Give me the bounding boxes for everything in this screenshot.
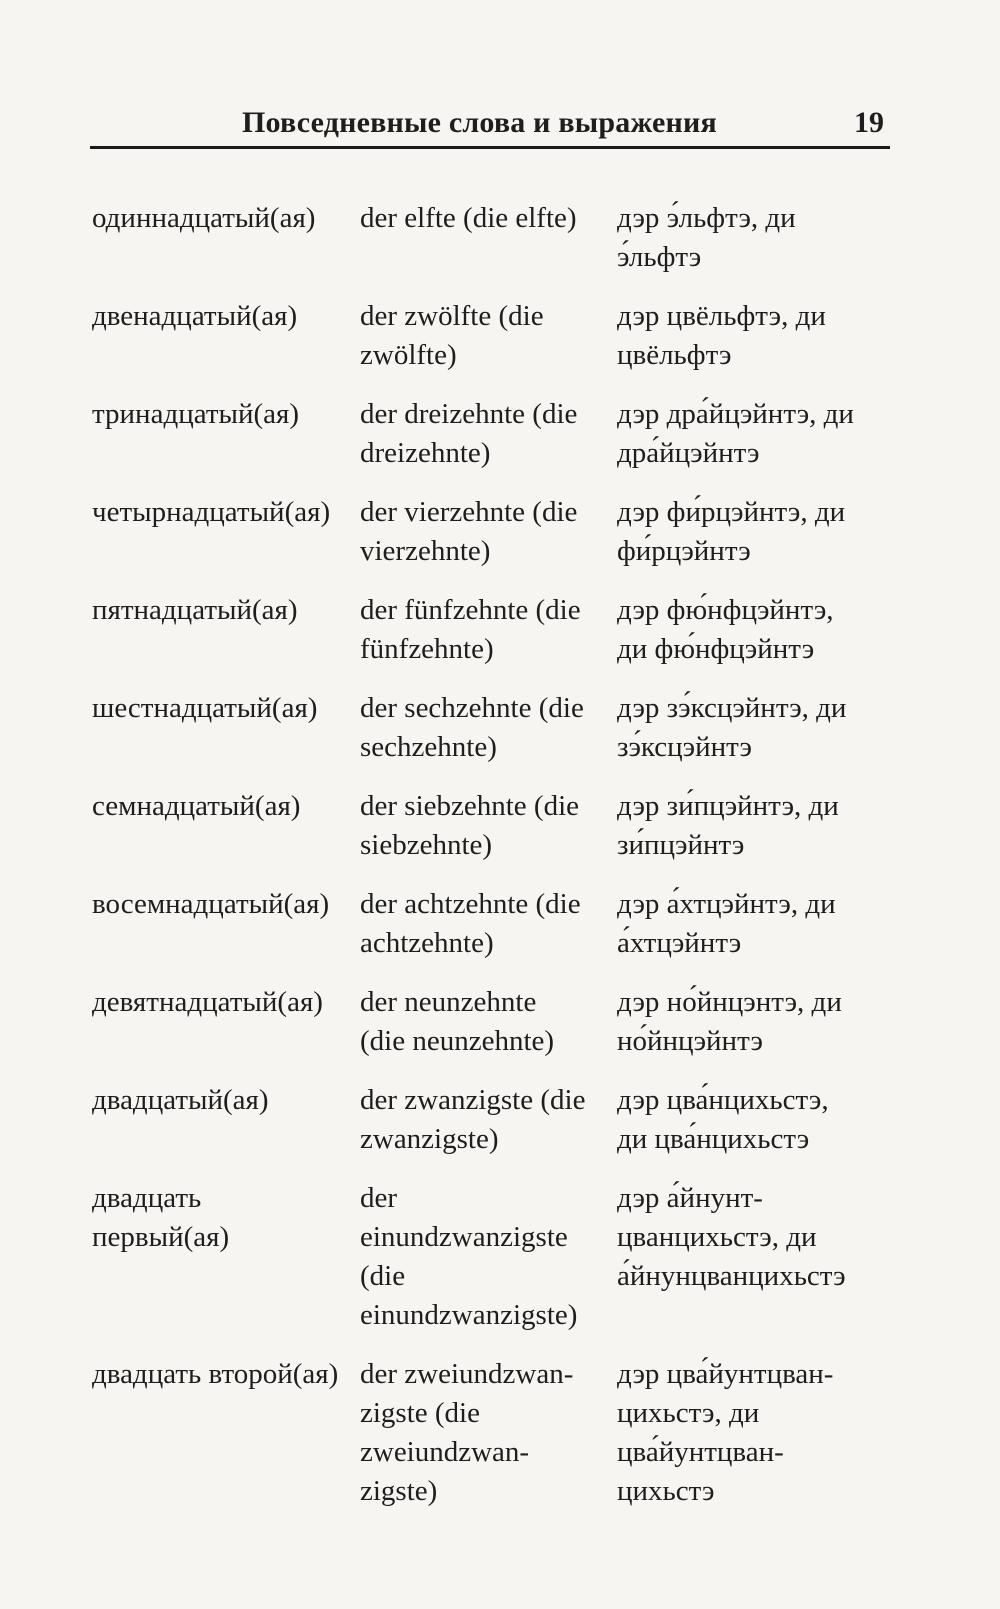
german-term-line: der zweiundzwan-	[360, 1358, 574, 1390]
german-term-line: zigste (die	[360, 1397, 480, 1429]
pronunciation-line: дэр фи́рцэйнтэ, ди	[617, 496, 846, 528]
vocabulary-row	[92, 591, 892, 669]
pronunciation-line: э́льфтэ	[617, 241, 702, 273]
german-term	[360, 787, 617, 865]
vocabulary-row	[92, 395, 892, 473]
pronunciation-line: зи́пцэйнтэ	[617, 829, 745, 861]
german-term-line: zweiundzwan-	[360, 1436, 530, 1468]
russian-term-line: двенадцатый(ая)	[92, 300, 298, 332]
vocabulary-row	[92, 1179, 892, 1335]
vocabulary-row	[92, 689, 892, 767]
pronunciation-line: дэр фю́нфцэйнтэ,	[617, 594, 834, 626]
russian-term	[92, 787, 360, 865]
german-term-line: zigste)	[360, 1475, 438, 1507]
pronunciation-line: дра́йцэйнтэ	[617, 437, 760, 469]
pronunciation-line: дэр цва́йунтцван-	[617, 1358, 834, 1390]
pronunciation-line: цванцихьстэ, ди	[617, 1221, 817, 1253]
pronunciation-line: дэр но́йнцэнтэ, ди	[617, 986, 842, 1018]
german-term-line: der zwanzigste (die	[360, 1084, 586, 1116]
german-term	[360, 1179, 617, 1335]
russian-term-line: четырнадцатый(ая)	[92, 496, 331, 528]
russian-term	[92, 885, 360, 963]
german-term-line: dreizehnte)	[360, 437, 491, 469]
russian-term	[92, 1081, 360, 1159]
russian-term-line: одиннадцатый(ая)	[92, 202, 316, 234]
running-header	[90, 102, 890, 149]
page-number: 19	[854, 106, 884, 139]
russian-term-line: шестнадцатый(ая)	[92, 692, 318, 724]
pronunciation	[617, 1355, 889, 1511]
german-term-line: (die neunzehnte)	[360, 1025, 555, 1057]
german-term	[360, 1081, 617, 1159]
german-term-line: der siebzehnte (die	[360, 790, 580, 822]
pronunciation-line: дэр а́йнунт-	[617, 1182, 763, 1214]
vocabulary-row	[92, 1355, 892, 1511]
vocabulary-row	[92, 493, 892, 571]
german-term	[360, 591, 617, 669]
german-term-line: der fünfzehnte (die	[360, 594, 581, 626]
pronunciation	[617, 885, 889, 963]
pronunciation-line: ди цва́нцихьстэ	[617, 1123, 810, 1155]
vocabulary-row	[92, 199, 892, 277]
russian-term	[92, 199, 360, 277]
german-term-line: vierzehnte)	[360, 535, 491, 567]
russian-term	[92, 689, 360, 767]
russian-term-line: двадцать	[92, 1182, 202, 1214]
pronunciation	[617, 493, 889, 571]
german-term-line: der dreizehnte (die	[360, 398, 578, 430]
russian-term-line: двадцать второй(ая)	[92, 1358, 339, 1390]
pronunciation-line: а́хтцэйнтэ	[617, 927, 742, 959]
german-term	[360, 395, 617, 473]
russian-term	[92, 983, 360, 1061]
pronunciation-line: дэр зи́пцэйнтэ, ди	[617, 790, 839, 822]
pronunciation-line: цихьстэ	[617, 1475, 715, 1507]
russian-term	[92, 591, 360, 669]
german-term-line: einundzwanzigste	[360, 1221, 568, 1253]
pronunciation-line: дэр цва́нцихьстэ,	[617, 1084, 829, 1116]
german-term-line: der neunzehnte	[360, 986, 537, 1018]
german-term-line: zwölfte)	[360, 339, 457, 371]
german-term	[360, 689, 617, 767]
pronunciation-line: дэр э́льфтэ, ди	[617, 202, 796, 234]
russian-term-line: восемнадцатый(ая)	[92, 888, 330, 920]
german-term-line: der achtzehnte (die	[360, 888, 581, 920]
german-term-line: der elfte (die elfte)	[360, 202, 577, 234]
pronunciation	[617, 297, 889, 375]
german-term-line: der sechzehnte (die	[360, 692, 584, 724]
pronunciation-line: дэр а́хтцэйнтэ, ди	[617, 888, 836, 920]
running-title: Повседневные слова и выражения	[242, 106, 717, 139]
russian-term-line: двадцатый(ая)	[92, 1084, 269, 1116]
vocabulary-table	[92, 199, 892, 1531]
german-term-line: der zwölfte (die	[360, 300, 544, 332]
pronunciation-line: ди фю́нфцэйнтэ	[617, 633, 815, 665]
german-term-line: der	[360, 1182, 398, 1214]
german-term-line: achtzehnte)	[360, 927, 494, 959]
german-term	[360, 493, 617, 571]
vocabulary-row	[92, 297, 892, 375]
russian-term-line: первый(ая)	[92, 1221, 230, 1253]
pronunciation-line: зэ́ксцэйнтэ	[617, 731, 752, 763]
german-term	[360, 983, 617, 1061]
russian-term-line: тринадцатый(ая)	[92, 398, 300, 430]
german-term	[360, 199, 617, 277]
pronunciation	[617, 199, 889, 277]
russian-term	[92, 297, 360, 375]
german-term	[360, 297, 617, 375]
pronunciation-line: цихьстэ, ди	[617, 1397, 760, 1429]
vocabulary-row	[92, 1081, 892, 1159]
pronunciation-line: но́йнцэйнтэ	[617, 1025, 763, 1057]
pronunciation-line: фи́рцэйнтэ	[617, 535, 751, 567]
pronunciation	[617, 1081, 889, 1159]
russian-term	[92, 395, 360, 473]
pronunciation	[617, 395, 889, 473]
german-term-line: der vierzehnte (die	[360, 496, 578, 528]
german-term-line: (die	[360, 1260, 406, 1292]
russian-term-line: девятнадцатый(ая)	[92, 986, 323, 1018]
german-term-line: zwanzigste)	[360, 1123, 499, 1155]
pronunciation	[617, 983, 889, 1061]
russian-term-line: пятнадцатый(ая)	[92, 594, 298, 626]
vocabulary-row	[92, 885, 892, 963]
german-term-line: siebzehnte)	[360, 829, 493, 861]
vocabulary-row	[92, 787, 892, 865]
pronunciation-line: цва́йунтцван-	[617, 1436, 784, 1468]
german-term	[360, 1355, 617, 1511]
german-term-line: fünfzehnte)	[360, 633, 494, 665]
russian-term	[92, 1355, 360, 1511]
german-term	[360, 885, 617, 963]
vocabulary-row	[92, 983, 892, 1061]
pronunciation	[617, 689, 889, 767]
german-term-line: sechzehnte)	[360, 731, 497, 763]
pronunciation-line: а́йнунцванцихьстэ	[617, 1260, 846, 1292]
russian-term-line: семнадцатый(ая)	[92, 790, 301, 822]
russian-term	[92, 1179, 360, 1335]
pronunciation-line: дэр зэ́ксцэйнтэ, ди	[617, 692, 847, 724]
russian-term	[92, 493, 360, 571]
pronunciation-line: дэр цвёльфтэ, ди	[617, 300, 826, 332]
pronunciation	[617, 591, 889, 669]
pronunciation	[617, 787, 889, 865]
pronunciation	[617, 1179, 889, 1335]
german-term-line: einundzwanzigste)	[360, 1299, 578, 1331]
pronunciation-line: цвёльфтэ	[617, 339, 732, 371]
pronunciation-line: дэр дра́йцэйнтэ, ди	[617, 398, 854, 430]
